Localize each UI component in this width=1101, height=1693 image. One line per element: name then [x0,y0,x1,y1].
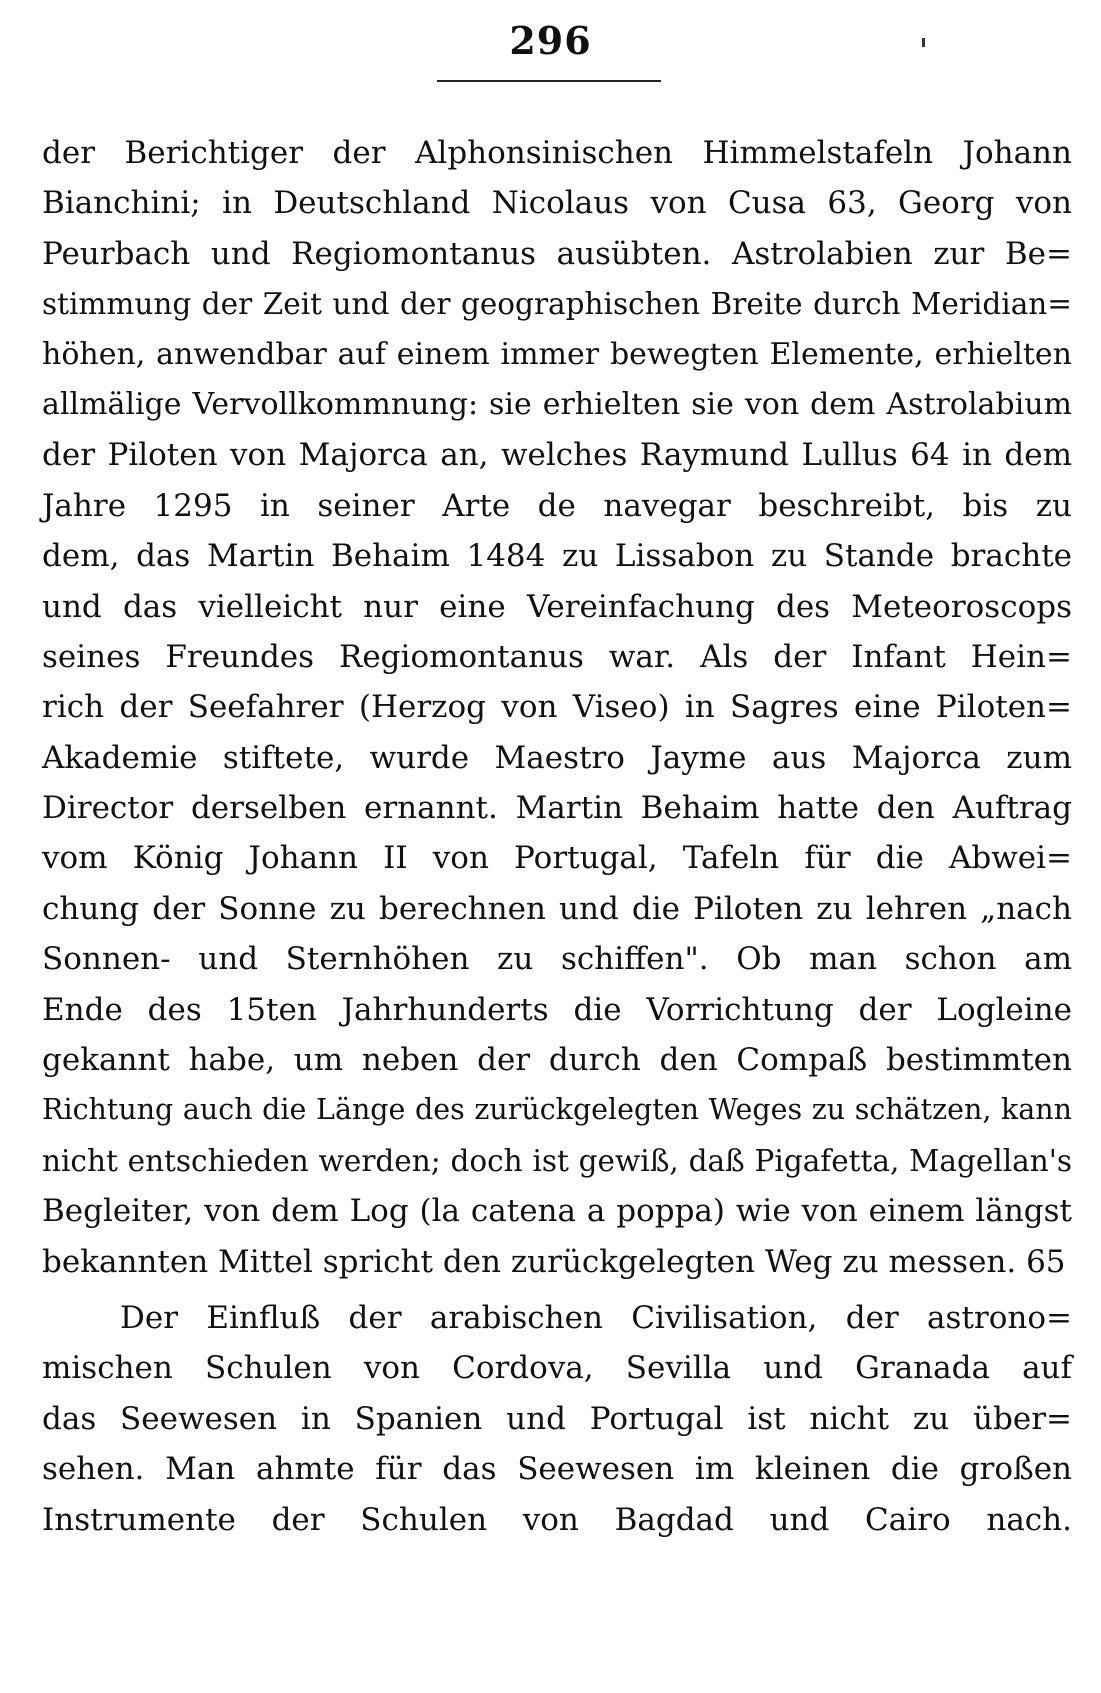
text-line: Peurbach und Regiomontanus ausübten. Astrolabien zur Be= [42,235,1072,272]
text-line: Akademie stiftete, wurde Maestro Jayme aus Majorca zum [42,739,1072,776]
text-line: sehen. Man ahmte für das Seewesen im kleinen die großen [42,1451,1072,1488]
text-line: Instrumente der Schulen von Bagdad und Cairo nach. [42,1501,1072,1538]
text-line: seines Freundes Regiomontanus war. Als der Infant Hein= [42,638,1072,675]
text-line: der Berichtiger der Alphonsinischen Himmelstafeln Johann [42,135,1072,171]
text-line: Director derselben ernannt. Martin Behaim hatte den Auftrag [42,790,1072,827]
text-line: nicht entschieden werden; doch ist gewiß, daß Pigafetta, Magellan's [42,1143,1072,1178]
text-line: mischen Schulen von Cordova, Sevilla und Granada auf [42,1350,1072,1387]
text-line: Richtung auch die Länge des zurückgelegten Weges zu schätzen, kann [42,1093,1072,1127]
text-line: Ende des 15ten Jahrhunderts die Vorrichtung der Logleine [42,991,1072,1028]
text-line: Der Einfluß der arabischen Civilisation, der astrono= [120,1299,1072,1336]
text-line: vom König Johann II von Portugal, Tafeln für die Abwei= [42,840,1072,877]
text-line: allmälige Vervollkommnung: sie erhielten sie von dem Astrolabium [42,386,1072,422]
body-text [42,128,1072,1545]
page-number: 296 [509,18,592,63]
text-line: Bianchini; in Deutschland Nicolaus von Cusa 63, Georg von [42,185,1072,222]
text-line: der Piloten von Majorca an, welches Raymund Lullus 64 in dem [42,437,1072,474]
text-line: und das vielleicht nur eine Vereinfachung des Meteoroscops [42,588,1072,625]
text-line: das Seewesen in Spanien und Portugal ist nicht zu über= [42,1400,1072,1437]
header-rule [437,80,661,82]
print-speck [922,38,925,47]
text-line: stimmung der Zeit und der geographischen Breite durch Meridian= [42,287,1072,322]
text-line: gekannt habe, um neben der durch den Compaß bestimmten [42,1042,1072,1079]
text-line: höhen, anwendbar auf einem immer bewegten Elemente, erhielten [42,336,1072,372]
text-line: Begleiter, von dem Log (la catena a poppa) wie von einem längst [42,1193,1072,1230]
text-line: Jahre 1295 in seiner Arte de navegar beschreibt, bis zu [42,487,1072,524]
text-line: dem, das Martin Behaim 1484 zu Lissabon zu Stande brachte [42,538,1072,575]
text-line: rich der Seefahrer (Herzog von Viseo) in Sagres eine Piloten= [42,689,1072,726]
text-line: chung der Sonne zu berechnen und die Piloten zu lehren „nach [42,890,1072,927]
text-line: bekannten Mittel spricht den zurückgelegten Weg zu messen. 65 [42,1243,1066,1280]
text-line: Sonnen- und Sternhöhen zu schiffen". Ob man schon am [42,941,1072,978]
